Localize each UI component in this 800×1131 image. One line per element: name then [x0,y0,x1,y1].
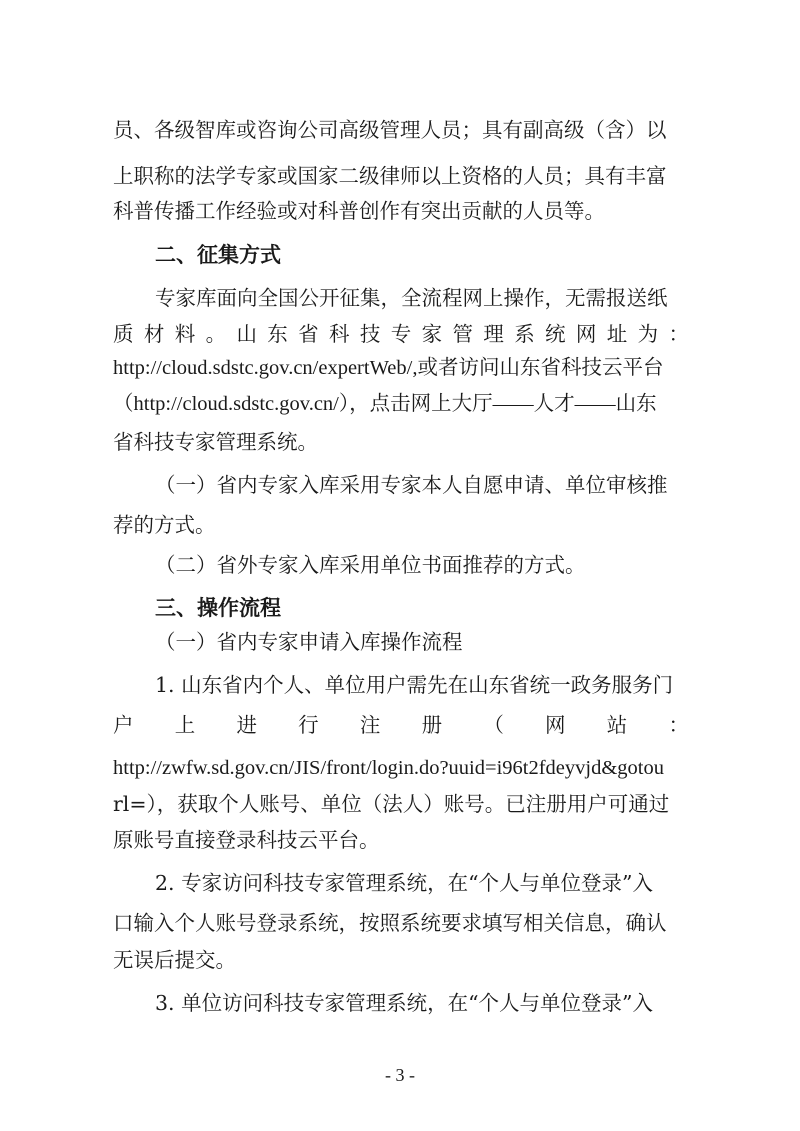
section-heading: 二、征集方式 [155,243,281,267]
paragraph-line: 专家库面向全国公开征集，全流程网上操作，无需报送纸 [155,286,668,310]
paragraph-line: 科普传播工作经验或对科普创作有突出贡献的人员等。 [113,199,605,223]
paragraph-line-url: （http://cloud.sdstc.gov.cn/），点击网上大厅——人才——山东 [113,393,657,415]
paragraph-line: rl=），获取个人账号、单位（法人）账号。已注册用户可通过 [113,792,670,816]
paragraph-line: 口输入个人账号登录系统，按照系统要求填写相关信息，确认 [113,911,667,935]
paragraph-line: 员、各级智库或咨询公司高级管理人员；具有副高级（含）以 [113,118,667,142]
paragraph-line-url: http://zwfw.sd.gov.cn/JIS/front/login.do?uuid=i96t2fdeyvjd&gotou [113,757,664,779]
subsection-heading: （一）省内专家申请入库操作流程 [155,630,463,654]
paragraph-line: （一）省内专家入库采用专家本人自愿申请、单位审核推 [155,473,668,497]
paragraph-line: 3. 单位访问科技专家管理系统，在“个人与单位登录”入 [155,991,654,1015]
paragraph-line: 原账号直接登录科技云平台。 [113,828,380,852]
section-heading: 三、操作流程 [155,596,281,620]
paragraph-line: 上职称的法学专家或国家二级律师以上资格的人员；具有丰富 [113,164,667,188]
paragraph-line-url: http://cloud.sdstc.gov.cn/expertWeb/,或者访问山东省科技云平台 [113,357,664,379]
paragraph-line: 荐的方式。 [113,513,216,537]
paragraph-line: （二）省外专家入库采用单位书面推荐的方式。 [155,553,586,577]
page-number: - 3 - [385,1065,415,1085]
paragraph-line: 户上进行注册（网站： [113,713,689,737]
paragraph-line: 无误后提交。 [113,948,236,972]
paragraph-line: 质材料。山东省科技专家管理系统网址为： [113,322,689,346]
paragraph-line: 2. 专家访问科技专家管理系统，在“个人与单位登录”入 [155,871,654,895]
paragraph-line: 省科技专家管理系统。 [113,430,318,454]
paragraph-line: 1. 山东省内个人、单位用户需先在山东省统一政务服务门 [155,673,674,697]
